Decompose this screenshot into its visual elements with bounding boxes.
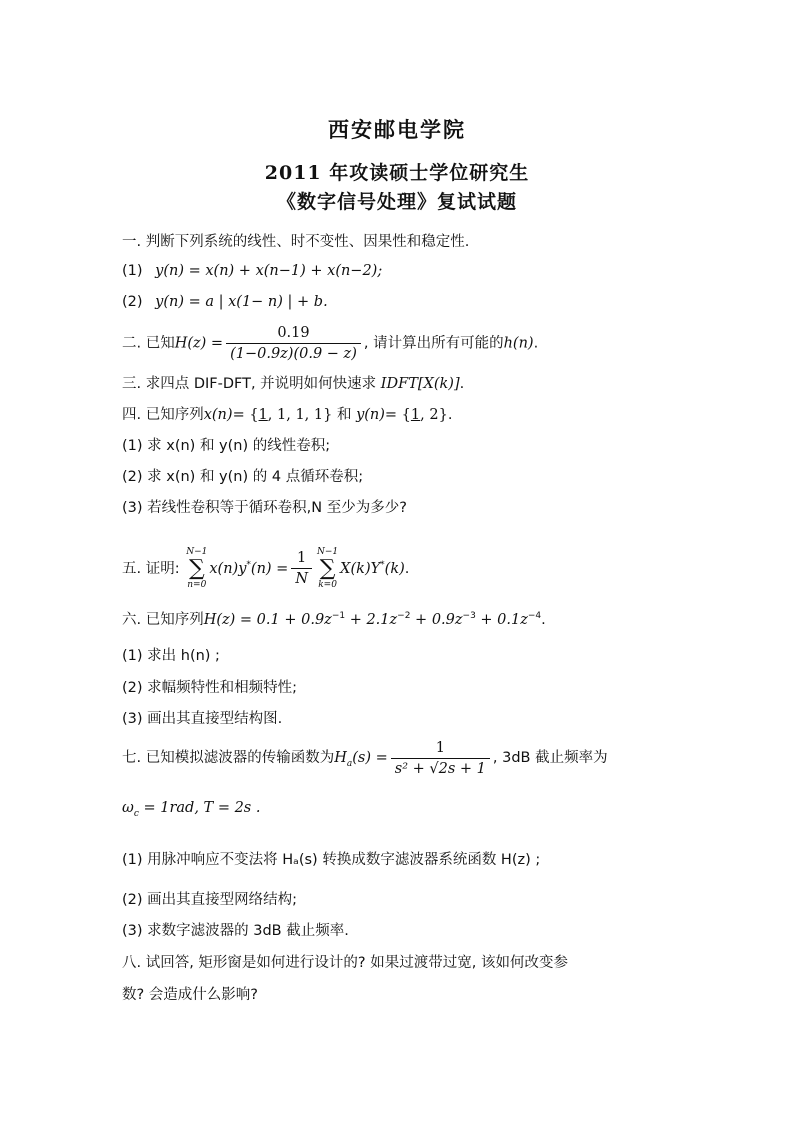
q5-term1b: (n) = bbox=[250, 560, 289, 577]
q4-y0: 1 bbox=[410, 407, 421, 423]
school-name: 西安邮电学院 bbox=[328, 117, 466, 142]
q7-frac-num: 1 bbox=[391, 739, 490, 759]
q6-term3: + 0.9z bbox=[410, 611, 463, 628]
q6-term4: + 0.1z bbox=[475, 611, 528, 628]
q4-yrest: , 2} bbox=[420, 407, 448, 423]
q1-sub1-label: (1) bbox=[122, 263, 143, 279]
subject-title: 《数字信号处理》复试试题 bbox=[276, 191, 517, 213]
q6-sub3: (3) 画出其直接型结构图. bbox=[122, 711, 283, 727]
q5-end: . bbox=[404, 560, 410, 577]
q7-omega: ω bbox=[122, 800, 134, 816]
q7-params bbox=[122, 798, 260, 824]
q3-idft: IDFT[X(k)] bbox=[380, 376, 460, 392]
q4-sub3: (3) 若线性卷积等于循环卷积,N 至少为多少? bbox=[122, 500, 407, 516]
q7-prefix: 七. 已知模拟滤波器的传输函数为 bbox=[122, 750, 335, 766]
q7-ha-sub: a bbox=[346, 758, 353, 769]
q7-sub3: (3) 求数字滤波器的 3dB 截止频率. bbox=[122, 923, 349, 939]
q5-prefix: 五. 证明: bbox=[122, 560, 180, 577]
q2-suffix: , 请计算出所有可能的 bbox=[363, 335, 504, 352]
q1-sub1-equation: y(n) = x(n) + x(n−1) + x(n−2); bbox=[155, 263, 383, 279]
q7-suffix: , 3dB 截止频率为 bbox=[492, 750, 608, 766]
q8-line1: 八. 试回答, 矩形窗是如何进行设计的? 如果过渡带过宽, 该如何改变参 bbox=[122, 955, 568, 971]
q5-sum2-lower: k=0 bbox=[318, 579, 337, 590]
q3-text: 三. 求四点 DIF-DFT, 并说明如何快速求 bbox=[122, 376, 377, 392]
q5-term2b: (k) bbox=[384, 560, 405, 577]
q6-exp4: −4 bbox=[527, 611, 542, 621]
q4-yeq: = { bbox=[384, 407, 411, 423]
q2-denominator: (1−0.9z)(0.9 − z) bbox=[230, 346, 357, 362]
q6-end: . bbox=[541, 611, 546, 628]
q1-sub1 bbox=[122, 261, 382, 281]
q4-prefix: 四. 已知序列 bbox=[122, 407, 204, 423]
q5-sum1-upper: N−1 bbox=[186, 546, 208, 557]
q4-xrest: , 1, 1, 1} bbox=[267, 407, 333, 423]
q6-exp1: −1 bbox=[331, 611, 346, 621]
q4-stem bbox=[122, 405, 452, 425]
q5-conj1: * bbox=[246, 560, 251, 570]
q6-eq: H(z) = 0.1 + 0.9z bbox=[203, 611, 332, 628]
q1-stem: 一. 判断下列系统的线性、时不变性、因果性和稳定性. bbox=[122, 234, 470, 250]
q7-fraction bbox=[391, 739, 490, 778]
q6-exp3: −3 bbox=[462, 611, 476, 621]
q7-params-text: = 1rad, T = 2s . bbox=[138, 800, 261, 816]
q2-fraction bbox=[226, 324, 361, 363]
q6-sub1: (1) 求出 h(n) ; bbox=[122, 648, 220, 664]
q7-ha: H bbox=[334, 750, 347, 766]
q5-term2: X(k)Y bbox=[340, 560, 381, 577]
q5-line bbox=[122, 542, 409, 592]
q2-numerator: 0.19 bbox=[226, 324, 361, 344]
q6-term2: + 2.1z bbox=[345, 611, 398, 628]
q7-omega-sub: c bbox=[133, 808, 139, 819]
sigma-icon: ∑ bbox=[188, 555, 205, 581]
q1-sub2-label: (2) bbox=[122, 294, 143, 310]
q7-frac-den: s² + √2s + 1 bbox=[394, 760, 486, 777]
q5-frac-den: N bbox=[295, 571, 309, 588]
q2-hn: h(n) bbox=[503, 335, 534, 352]
q1-sub2 bbox=[122, 292, 328, 312]
q4-x0: 1 bbox=[258, 407, 268, 423]
q6-prefix: 六. 已知序列 bbox=[122, 611, 204, 628]
q4-xeq: = { bbox=[232, 407, 259, 423]
q2-lhs: H(z) = bbox=[174, 335, 224, 352]
q7-stem bbox=[122, 738, 608, 784]
q1-sub2-equation: y(n) = a | x(1− n) | + b. bbox=[155, 294, 328, 310]
q6-exp2: −2 bbox=[397, 611, 411, 621]
q8-line2: 数? 会造成什么影响? bbox=[122, 987, 259, 1003]
q5-term1: x(n)y bbox=[209, 560, 247, 577]
q5-sum2-upper: N−1 bbox=[317, 546, 339, 557]
q4-and: 和 bbox=[336, 407, 352, 423]
q3-end: . bbox=[459, 376, 465, 392]
q4-end: . bbox=[447, 407, 453, 423]
q6-stem bbox=[122, 606, 546, 630]
q4-xn: x(n) bbox=[203, 407, 233, 423]
q6-sub2: (2) 求幅频特性和相频特性; bbox=[122, 680, 298, 696]
q5-fraction bbox=[291, 549, 312, 588]
q4-yn: y(n) bbox=[356, 407, 385, 423]
q5-sum-1 bbox=[186, 547, 207, 591]
sigma-icon: ∑ bbox=[319, 555, 336, 581]
q7-ha-arg: (s) = bbox=[352, 750, 388, 766]
q2-end: . bbox=[533, 335, 539, 352]
q5-frac-num: 1 bbox=[291, 549, 312, 569]
q3-line bbox=[122, 374, 464, 394]
exam-year-title: 2011 年攻读硕士学位研究生 bbox=[264, 162, 530, 184]
q5-sum-2 bbox=[317, 547, 338, 591]
q7-sub2: (2) 画出其直接型网络结构; bbox=[122, 892, 298, 908]
q2-line bbox=[122, 324, 538, 363]
q2-prefix: 二. 已知 bbox=[122, 335, 175, 352]
q4-sub2: (2) 求 x(n) 和 y(n) 的 4 点循环卷积; bbox=[122, 469, 364, 485]
q5-conj2: * bbox=[380, 560, 385, 570]
q5-sum1-lower: n=0 bbox=[187, 579, 207, 590]
q7-sub1: (1) 用脉冲响应不变法将 Hₐ(s) 转换成数字滤波器系统函数 H(z) ; bbox=[122, 852, 541, 868]
q4-sub1: (1) 求 x(n) 和 y(n) 的线性卷积; bbox=[122, 438, 331, 454]
